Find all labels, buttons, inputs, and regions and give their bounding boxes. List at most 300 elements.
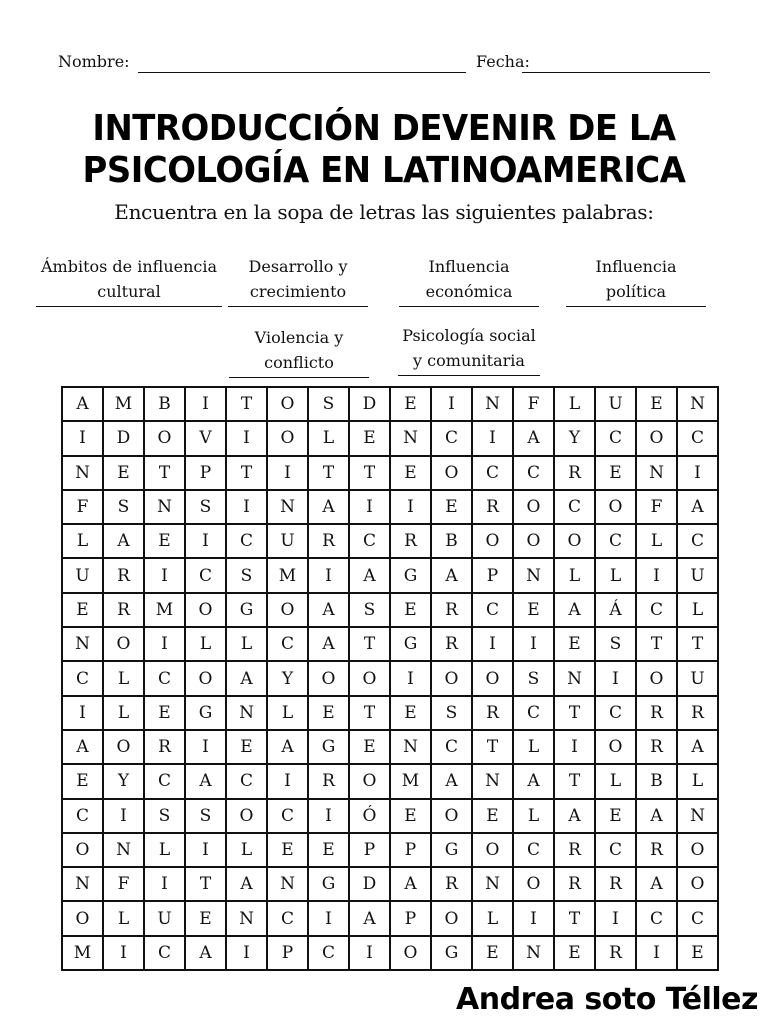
grid-cell[interactable]: O xyxy=(472,833,513,867)
grid-cell[interactable]: I xyxy=(144,867,185,901)
word-influencia-economica xyxy=(399,254,539,307)
grid-cell[interactable]: L xyxy=(62,524,103,558)
grid-cell[interactable]: U xyxy=(595,387,636,421)
grid-cell[interactable]: R xyxy=(472,696,513,730)
grid-cell[interactable]: C xyxy=(513,456,554,490)
grid-cell[interactable]: A xyxy=(267,730,308,764)
grid-cell[interactable]: I xyxy=(62,696,103,730)
grid-cell[interactable]: A xyxy=(390,867,431,901)
grid-cell[interactable]: A xyxy=(349,901,390,935)
word-line: política xyxy=(605,282,667,301)
grid-cell[interactable]: O xyxy=(103,730,144,764)
grid-cell[interactable]: R xyxy=(308,524,349,558)
grid-cell[interactable]: R xyxy=(431,593,472,627)
grid-cell[interactable]: L xyxy=(308,421,349,455)
grid-cell[interactable]: S xyxy=(226,558,267,592)
grid-cell[interactable]: Á xyxy=(595,593,636,627)
grid-cell[interactable]: I xyxy=(226,936,267,970)
grid-cell[interactable]: E xyxy=(390,799,431,833)
grid-row xyxy=(62,730,718,764)
grid-cell[interactable]: N xyxy=(226,901,267,935)
grid-cell[interactable]: O xyxy=(472,524,513,558)
grid-cell[interactable]: E xyxy=(554,936,595,970)
author-name: Andrea soto Téllez xyxy=(456,982,758,1017)
grid-cell[interactable]: T xyxy=(226,456,267,490)
grid-cell[interactable]: L xyxy=(103,661,144,695)
grid-row xyxy=(62,524,718,558)
grid-cell[interactable]: A xyxy=(226,867,267,901)
grid-cell[interactable]: A xyxy=(62,730,103,764)
grid-cell[interactable]: R xyxy=(677,696,718,730)
grid-cell[interactable]: C xyxy=(62,661,103,695)
grid-cell[interactable]: S xyxy=(431,696,472,730)
grid-cell[interactable]: T xyxy=(472,730,513,764)
grid-cell[interactable]: O xyxy=(349,661,390,695)
grid-cell[interactable]: N xyxy=(472,387,513,421)
grid-cell[interactable]: E xyxy=(62,593,103,627)
grid-cell[interactable]: N xyxy=(472,867,513,901)
grid-cell[interactable]: C xyxy=(677,421,718,455)
grid-cell[interactable]: A xyxy=(308,627,349,661)
grid-cell[interactable]: L xyxy=(595,558,636,592)
grid-cell[interactable]: F xyxy=(103,867,144,901)
grid-cell[interactable]: E xyxy=(308,696,349,730)
grid-cell[interactable]: A xyxy=(185,764,226,798)
grid-cell[interactable]: E xyxy=(62,764,103,798)
grid-cell[interactable]: C xyxy=(349,524,390,558)
grid-row xyxy=(62,456,718,490)
grid-cell[interactable]: I xyxy=(636,558,677,592)
grid-cell[interactable]: T xyxy=(554,696,595,730)
grid-cell[interactable]: E xyxy=(144,696,185,730)
grid-cell[interactable]: O xyxy=(677,833,718,867)
grid-cell[interactable]: R xyxy=(431,867,472,901)
grid-cell[interactable]: A xyxy=(431,558,472,592)
grid-cell[interactable]: I xyxy=(513,627,554,661)
grid-cell[interactable]: O xyxy=(431,901,472,935)
grid-cell[interactable]: C xyxy=(595,421,636,455)
grid-cell[interactable]: I xyxy=(390,661,431,695)
grid-cell[interactable]: N xyxy=(62,456,103,490)
grid-cell[interactable]: B xyxy=(636,764,677,798)
grid-cell[interactable]: T xyxy=(349,456,390,490)
grid-cell[interactable]: G xyxy=(431,936,472,970)
grid-cell[interactable]: F xyxy=(636,490,677,524)
grid-cell[interactable]: I xyxy=(636,936,677,970)
grid-cell[interactable]: N xyxy=(267,867,308,901)
grid-cell[interactable]: C xyxy=(595,696,636,730)
grid-cell[interactable]: I xyxy=(349,490,390,524)
grid-cell[interactable]: L xyxy=(226,833,267,867)
grid-cell[interactable]: T xyxy=(677,627,718,661)
grid-cell[interactable]: O xyxy=(185,661,226,695)
grid-cell[interactable]: I xyxy=(308,799,349,833)
grid-cell[interactable]: G xyxy=(308,730,349,764)
grid-cell[interactable]: N xyxy=(62,627,103,661)
grid-cell[interactable]: A xyxy=(554,799,595,833)
grid-cell[interactable]: D xyxy=(349,867,390,901)
grid-cell[interactable]: R xyxy=(472,490,513,524)
grid-cell[interactable]: C xyxy=(636,593,677,627)
grid-cell[interactable]: N xyxy=(513,936,554,970)
grid-cell[interactable]: F xyxy=(62,490,103,524)
grid-cell[interactable]: E xyxy=(390,696,431,730)
grid-cell[interactable]: C xyxy=(267,901,308,935)
grid-cell[interactable]: O xyxy=(513,490,554,524)
grid-cell[interactable]: M xyxy=(390,764,431,798)
grid-cell[interactable]: I xyxy=(472,421,513,455)
grid-cell[interactable]: E xyxy=(595,799,636,833)
grid-cell[interactable]: I xyxy=(103,799,144,833)
word-desarrollo xyxy=(228,254,368,307)
grid-cell[interactable]: L xyxy=(185,627,226,661)
grid-cell[interactable]: A xyxy=(308,490,349,524)
grid-cell[interactable]: E xyxy=(390,456,431,490)
nombre-field[interactable] xyxy=(138,72,466,73)
grid-cell[interactable]: I xyxy=(185,730,226,764)
grid-cell[interactable]: P xyxy=(267,936,308,970)
grid-cell[interactable]: A xyxy=(308,593,349,627)
grid-cell[interactable]: C xyxy=(431,730,472,764)
grid-cell[interactable]: O xyxy=(144,421,185,455)
grid-cell[interactable]: I xyxy=(267,456,308,490)
grid-cell[interactable]: C xyxy=(144,661,185,695)
grid-cell[interactable]: T xyxy=(144,456,185,490)
grid-cell[interactable]: G xyxy=(390,627,431,661)
grid-cell[interactable]: O xyxy=(226,799,267,833)
grid-cell[interactable]: S xyxy=(308,387,349,421)
grid-cell[interactable]: L xyxy=(554,387,595,421)
grid-cell[interactable]: I xyxy=(185,387,226,421)
fecha-field[interactable] xyxy=(522,72,710,73)
grid-cell[interactable]: I xyxy=(144,558,185,592)
grid-cell[interactable]: L xyxy=(554,558,595,592)
grid-cell[interactable]: R xyxy=(431,627,472,661)
grid-cell[interactable]: S xyxy=(185,490,226,524)
grid-cell[interactable]: I xyxy=(472,627,513,661)
grid-cell[interactable]: T xyxy=(349,696,390,730)
grid-cell[interactable]: C xyxy=(431,421,472,455)
grid-cell[interactable]: E xyxy=(226,730,267,764)
grid-cell[interactable]: N xyxy=(677,799,718,833)
grid-cell[interactable]: U xyxy=(144,901,185,935)
grid-cell[interactable]: E xyxy=(349,730,390,764)
grid-cell[interactable]: C xyxy=(636,901,677,935)
grid-cell[interactable]: A xyxy=(349,558,390,592)
grid-cell[interactable]: I xyxy=(185,833,226,867)
grid-cell[interactable]: I xyxy=(554,730,595,764)
grid-cell[interactable]: E xyxy=(390,593,431,627)
grid-cell[interactable]: C xyxy=(226,764,267,798)
grid-cell[interactable]: L xyxy=(677,593,718,627)
grid-cell[interactable]: O xyxy=(554,524,595,558)
grid-cell[interactable]: C xyxy=(62,799,103,833)
grid-cell[interactable]: U xyxy=(62,558,103,592)
grid-cell[interactable]: O xyxy=(308,661,349,695)
grid-cell[interactable]: N xyxy=(554,661,595,695)
grid-cell[interactable]: C xyxy=(513,833,554,867)
grid-cell[interactable]: Ó xyxy=(349,799,390,833)
grid-cell[interactable]: O xyxy=(267,593,308,627)
grid-cell[interactable]: O xyxy=(595,490,636,524)
grid-cell[interactable]: E xyxy=(677,936,718,970)
grid-cell[interactable]: E xyxy=(595,456,636,490)
grid-cell[interactable]: N xyxy=(103,833,144,867)
grid-cell[interactable]: I xyxy=(144,627,185,661)
grid-cell[interactable]: I xyxy=(308,901,349,935)
grid-cell[interactable]: R xyxy=(390,524,431,558)
grid-cell[interactable]: S xyxy=(185,799,226,833)
grid-cell[interactable]: E xyxy=(554,627,595,661)
nombre-label: Nombre: xyxy=(58,52,130,71)
grid-cell[interactable]: G xyxy=(390,558,431,592)
page-title xyxy=(0,108,768,192)
grid-cell[interactable]: C xyxy=(513,696,554,730)
grid-cell[interactable]: E xyxy=(636,387,677,421)
grid-cell[interactable]: V xyxy=(185,421,226,455)
grid-cell[interactable]: A xyxy=(513,421,554,455)
grid-cell[interactable]: R xyxy=(636,833,677,867)
grid-cell[interactable]: L xyxy=(636,524,677,558)
grid-cell[interactable]: R xyxy=(554,456,595,490)
grid-cell[interactable]: M xyxy=(144,593,185,627)
grid-cell[interactable]: Y xyxy=(554,421,595,455)
grid-cell[interactable]: L xyxy=(103,901,144,935)
grid-cell[interactable]: C xyxy=(226,524,267,558)
grid-cell[interactable]: E xyxy=(103,456,144,490)
grid-cell[interactable]: R xyxy=(554,867,595,901)
grid-cell[interactable]: L xyxy=(472,901,513,935)
grid-cell[interactable]: I xyxy=(595,661,636,695)
grid-cell[interactable]: G xyxy=(185,696,226,730)
grid-cell[interactable]: I xyxy=(103,936,144,970)
grid-cell[interactable]: A xyxy=(554,593,595,627)
grid-cell[interactable]: T xyxy=(226,387,267,421)
grid-cell[interactable]: T xyxy=(308,456,349,490)
grid-cell[interactable]: R xyxy=(103,558,144,592)
grid-cell[interactable]: C xyxy=(267,627,308,661)
grid-cell[interactable]: P xyxy=(349,833,390,867)
grid-cell[interactable]: R xyxy=(308,764,349,798)
grid-cell[interactable]: I xyxy=(349,936,390,970)
grid-cell[interactable]: I xyxy=(431,387,472,421)
grid-cell[interactable]: L xyxy=(513,730,554,764)
grid-cell[interactable]: L xyxy=(513,799,554,833)
grid-cell[interactable]: I xyxy=(226,421,267,455)
grid-cell[interactable]: P xyxy=(390,901,431,935)
grid-cell[interactable]: T xyxy=(349,627,390,661)
grid-cell[interactable]: D xyxy=(103,421,144,455)
grid-cell[interactable]: I xyxy=(185,524,226,558)
grid-row xyxy=(62,833,718,867)
grid-cell[interactable]: L xyxy=(103,696,144,730)
grid-cell[interactable]: L xyxy=(226,627,267,661)
grid-cell[interactable]: I xyxy=(226,490,267,524)
grid-cell[interactable]: E xyxy=(390,387,431,421)
grid-cell[interactable]: Y xyxy=(103,764,144,798)
grid-cell[interactable]: T xyxy=(554,764,595,798)
grid-cell[interactable]: O xyxy=(431,799,472,833)
grid-cell[interactable]: O xyxy=(185,593,226,627)
grid-cell[interactable]: R xyxy=(636,730,677,764)
grid-cell[interactable]: E xyxy=(513,593,554,627)
grid-cell[interactable]: O xyxy=(513,867,554,901)
grid-cell[interactable]: A xyxy=(677,730,718,764)
grid-cell[interactable]: R xyxy=(103,593,144,627)
grid-cell[interactable]: I xyxy=(62,421,103,455)
grid-cell[interactable]: R xyxy=(595,936,636,970)
grid-cell[interactable]: E xyxy=(267,833,308,867)
grid-cell[interactable]: N xyxy=(390,730,431,764)
grid-cell[interactable]: R xyxy=(144,730,185,764)
grid-cell[interactable]: P xyxy=(390,833,431,867)
grid-cell[interactable]: L xyxy=(144,833,185,867)
grid-cell[interactable]: C xyxy=(554,490,595,524)
grid-cell[interactable]: A xyxy=(636,867,677,901)
grid-cell[interactable]: A xyxy=(431,764,472,798)
grid-cell[interactable]: N xyxy=(472,764,513,798)
grid-cell[interactable]: L xyxy=(267,696,308,730)
grid-cell[interactable]: O xyxy=(431,661,472,695)
grid-cell[interactable]: O xyxy=(267,387,308,421)
grid-row xyxy=(62,867,718,901)
grid-cell[interactable]: O xyxy=(62,833,103,867)
grid-cell[interactable]: O xyxy=(103,627,144,661)
grid-cell[interactable]: S xyxy=(103,490,144,524)
grid-cell[interactable]: T xyxy=(554,901,595,935)
grid-cell[interactable]: I xyxy=(513,901,554,935)
grid-cell[interactable]: G xyxy=(308,867,349,901)
header-row xyxy=(0,52,768,76)
grid-row xyxy=(62,558,718,592)
grid-cell[interactable]: B xyxy=(431,524,472,558)
grid-cell[interactable]: I xyxy=(677,456,718,490)
grid-cell[interactable]: C xyxy=(185,558,226,592)
word-violencia xyxy=(229,325,369,378)
grid-cell[interactable]: C xyxy=(677,901,718,935)
grid-cell[interactable]: E xyxy=(472,936,513,970)
grid-cell[interactable]: C xyxy=(144,764,185,798)
grid-cell[interactable]: E xyxy=(349,421,390,455)
grid-cell[interactable]: P xyxy=(472,558,513,592)
grid-cell[interactable]: L xyxy=(595,764,636,798)
grid-cell[interactable]: M xyxy=(103,387,144,421)
grid-cell[interactable]: A xyxy=(185,936,226,970)
grid-cell[interactable]: T xyxy=(185,867,226,901)
grid-row xyxy=(62,936,718,970)
grid-cell[interactable]: N xyxy=(390,421,431,455)
grid-cell[interactable]: I xyxy=(267,764,308,798)
grid-cell[interactable]: U xyxy=(267,524,308,558)
grid-cell[interactable]: E xyxy=(472,799,513,833)
grid-cell[interactable]: N xyxy=(513,558,554,592)
grid-cell[interactable]: O xyxy=(636,661,677,695)
grid-row xyxy=(62,764,718,798)
grid-cell[interactable]: O xyxy=(677,867,718,901)
grid-cell[interactable]: O xyxy=(472,661,513,695)
title-line-1: INTRODUCCIÓN DEVENIR DE LA xyxy=(92,108,676,149)
grid-cell[interactable]: S xyxy=(595,627,636,661)
word-ambitos xyxy=(36,254,222,307)
grid-cell[interactable]: N xyxy=(267,490,308,524)
grid-cell[interactable]: E xyxy=(185,901,226,935)
grid-cell[interactable]: G xyxy=(431,833,472,867)
grid-cell[interactable]: C xyxy=(308,936,349,970)
grid-cell[interactable]: L xyxy=(677,764,718,798)
grid-cell[interactable]: C xyxy=(595,833,636,867)
grid-cell[interactable]: R xyxy=(636,696,677,730)
grid-cell[interactable]: A xyxy=(103,524,144,558)
grid-cell[interactable]: T xyxy=(636,627,677,661)
grid-cell[interactable]: A xyxy=(513,764,554,798)
grid-row xyxy=(62,490,718,524)
grid-cell[interactable]: N xyxy=(226,696,267,730)
word-line: Psicología social xyxy=(402,326,536,345)
grid-cell[interactable]: R xyxy=(595,867,636,901)
grid-row xyxy=(62,696,718,730)
grid-cell[interactable]: N xyxy=(62,867,103,901)
grid-cell[interactable]: O xyxy=(267,421,308,455)
grid-cell[interactable]: P xyxy=(185,456,226,490)
word-line: Influencia xyxy=(428,257,510,276)
grid-cell[interactable]: A xyxy=(677,490,718,524)
grid-cell[interactable]: E xyxy=(308,833,349,867)
grid-cell[interactable]: C xyxy=(267,799,308,833)
grid-cell[interactable]: C xyxy=(472,456,513,490)
grid-cell[interactable]: A xyxy=(226,661,267,695)
grid-cell[interactable]: S xyxy=(349,593,390,627)
grid-cell[interactable]: D xyxy=(349,387,390,421)
grid-cell[interactable]: O xyxy=(62,901,103,935)
grid-cell[interactable]: O xyxy=(349,764,390,798)
grid-cell[interactable]: N xyxy=(144,490,185,524)
word-line: económica xyxy=(425,282,513,301)
grid-cell[interactable]: R xyxy=(554,833,595,867)
grid-cell[interactable]: U xyxy=(677,661,718,695)
word-line: conflicto xyxy=(264,353,334,372)
grid-cell[interactable]: I xyxy=(308,558,349,592)
grid-cell[interactable]: M xyxy=(267,558,308,592)
grid-cell[interactable]: C xyxy=(472,593,513,627)
grid-cell[interactable]: A xyxy=(62,387,103,421)
grid-cell[interactable]: C xyxy=(677,524,718,558)
grid-cell[interactable]: A xyxy=(636,799,677,833)
grid-cell[interactable]: F xyxy=(513,387,554,421)
grid-cell[interactable]: C xyxy=(144,936,185,970)
grid-cell[interactable]: M xyxy=(62,936,103,970)
grid-cell[interactable]: O xyxy=(390,936,431,970)
grid-cell[interactable]: E xyxy=(144,524,185,558)
grid-cell[interactable]: O xyxy=(431,456,472,490)
grid-cell[interactable]: N xyxy=(677,387,718,421)
grid-cell[interactable]: U xyxy=(677,558,718,592)
grid-cell[interactable]: E xyxy=(431,490,472,524)
grid-cell[interactable]: I xyxy=(390,490,431,524)
grid-cell[interactable]: C xyxy=(595,524,636,558)
grid-cell[interactable]: O xyxy=(513,524,554,558)
grid-cell[interactable]: Y xyxy=(267,661,308,695)
grid-cell[interactable]: S xyxy=(513,661,554,695)
word-line: cultural xyxy=(97,282,161,301)
grid-cell[interactable]: S xyxy=(144,799,185,833)
grid-cell[interactable]: I xyxy=(595,901,636,935)
grid-cell[interactable]: G xyxy=(226,593,267,627)
grid-cell[interactable]: O xyxy=(595,730,636,764)
grid-row xyxy=(62,593,718,627)
grid-cell[interactable]: O xyxy=(636,421,677,455)
grid-cell[interactable]: B xyxy=(144,387,185,421)
grid-cell[interactable]: N xyxy=(636,456,677,490)
